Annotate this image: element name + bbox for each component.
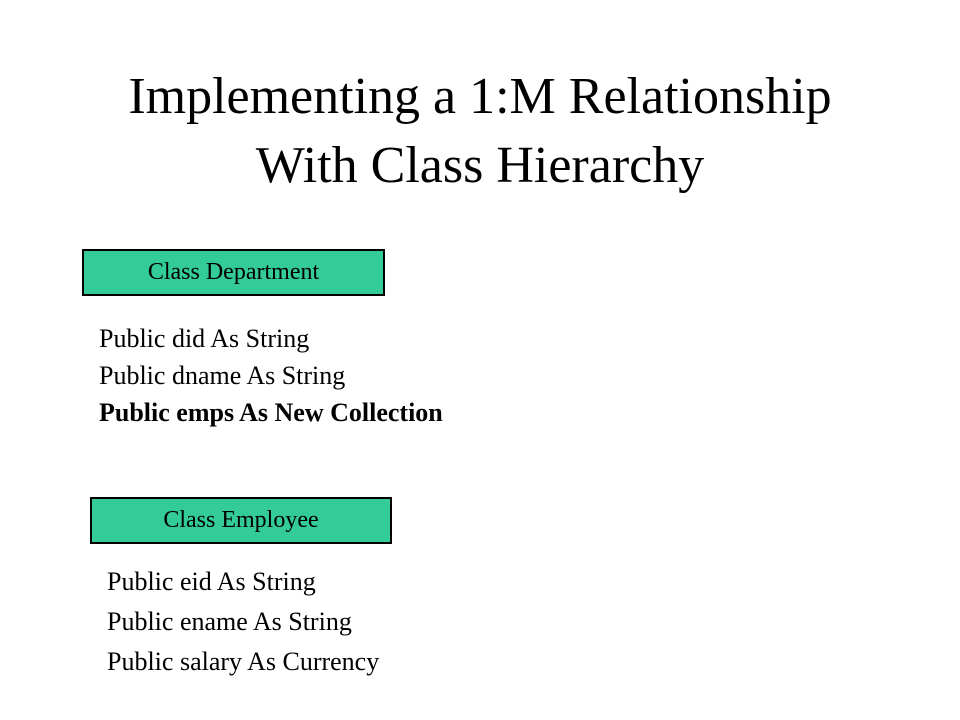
department-member-did: Public did As String — [99, 324, 310, 353]
department-member-dname: Public dname As String — [99, 361, 346, 390]
title-line-1: Implementing a 1:M Relationship — [128, 68, 832, 125]
class-employee-header: Class Employee — [90, 497, 392, 544]
department-member-list — [99, 320, 443, 431]
slide-title — [0, 62, 960, 200]
title-line-2: With Class Hierarchy — [255, 137, 705, 194]
department-member-emps: Public emps As New Collection — [99, 398, 443, 427]
employee-member-salary: Public salary As Currency — [107, 647, 380, 676]
employee-member-ename: Public ename As String — [107, 607, 352, 636]
employee-member-eid: Public eid As String — [107, 567, 316, 596]
employee-member-list — [107, 562, 379, 682]
class-department-header: Class Department — [82, 249, 385, 296]
